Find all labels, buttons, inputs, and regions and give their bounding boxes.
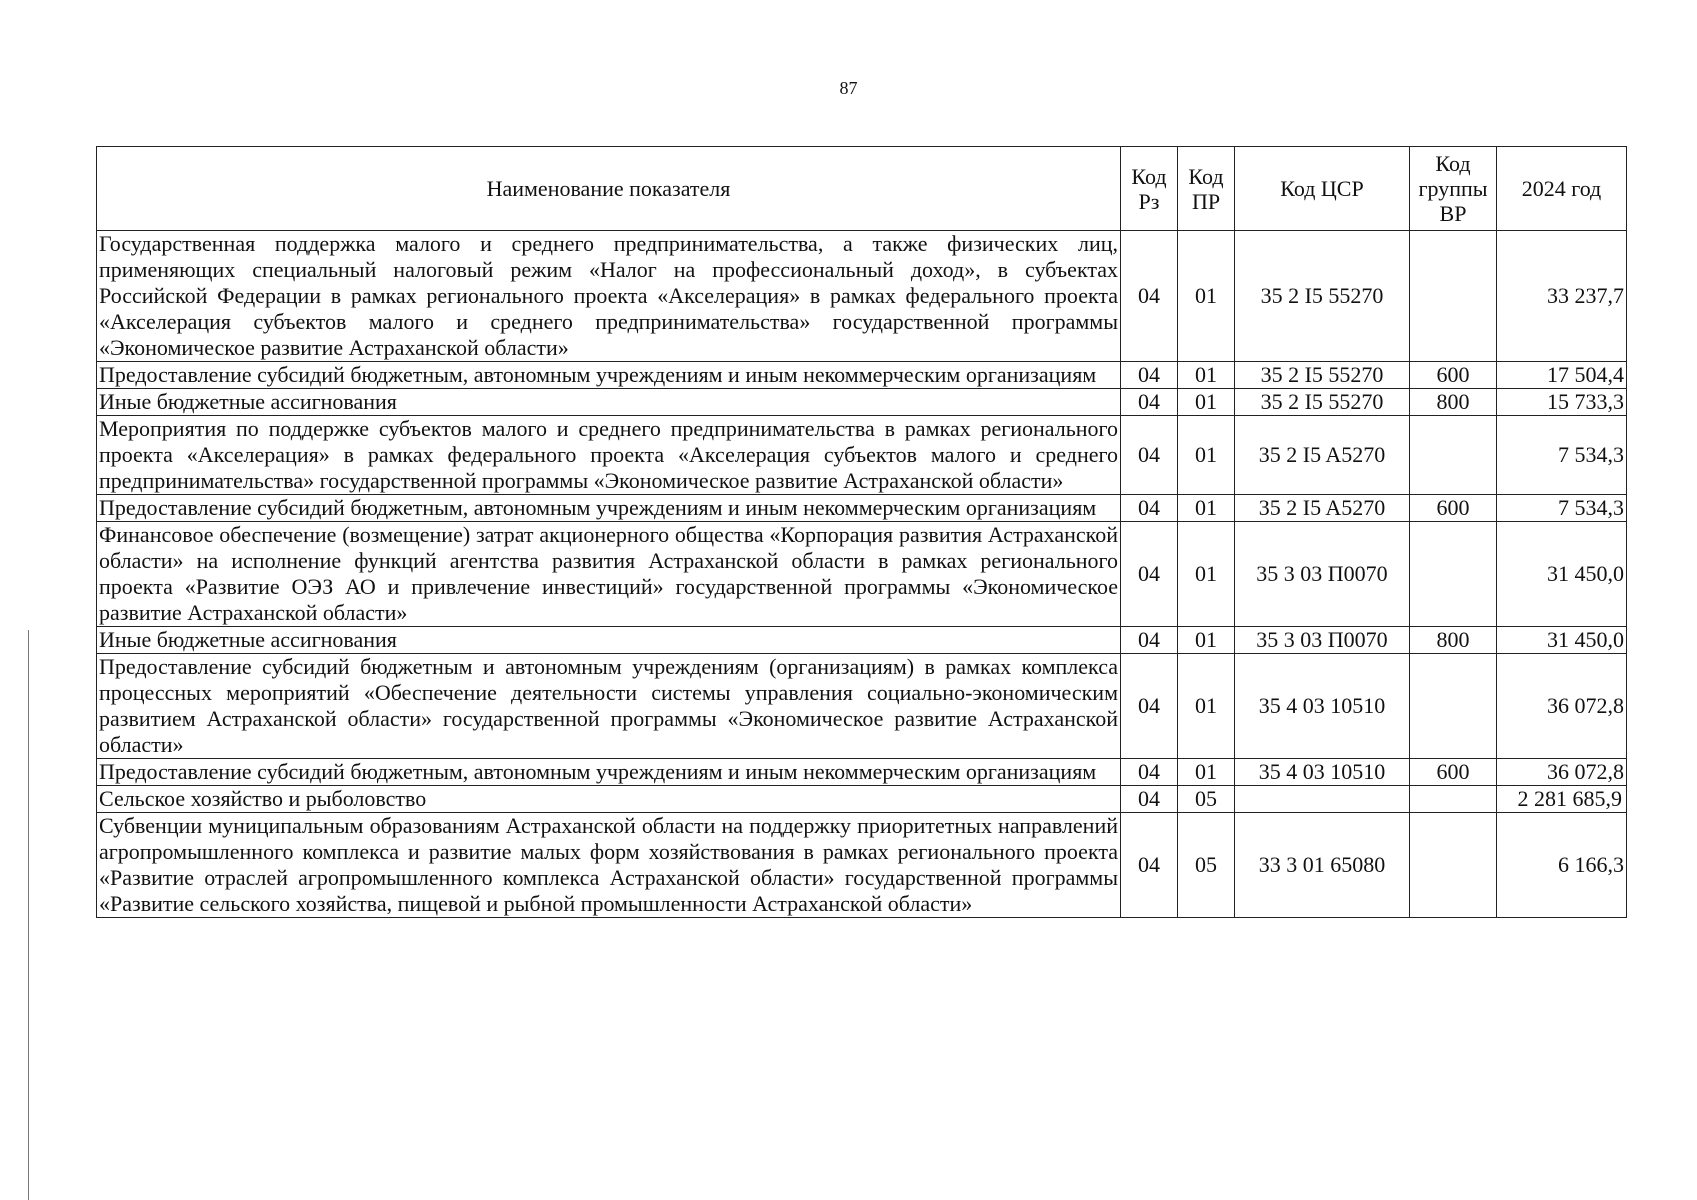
- row-amount: 31 450,0: [1497, 522, 1627, 627]
- table-row: [97, 627, 1627, 654]
- row-pr: 01: [1178, 495, 1235, 522]
- row-vr: 600: [1410, 495, 1497, 522]
- page-margin-line: [28, 630, 29, 1200]
- row-amount: 7 534,3: [1497, 416, 1627, 495]
- row-pr: 01: [1178, 654, 1235, 759]
- row-amount: 33 237,7: [1497, 231, 1627, 362]
- row-amount: 36 072,8: [1497, 654, 1627, 759]
- row-pr: 01: [1178, 389, 1235, 416]
- row-rz: 04: [1121, 654, 1178, 759]
- header-vr: Код группы ВР: [1410, 147, 1497, 231]
- row-rz: 04: [1121, 362, 1178, 389]
- row-csr: [1235, 786, 1410, 813]
- row-pr: 01: [1178, 759, 1235, 786]
- row-vr: [1410, 813, 1497, 918]
- row-vr: 800: [1410, 389, 1497, 416]
- table-row: [97, 522, 1627, 627]
- header-rz: Код Рз: [1121, 147, 1178, 231]
- row-rz: 04: [1121, 389, 1178, 416]
- row-rz: 04: [1121, 786, 1178, 813]
- header-year: 2024 год: [1497, 147, 1627, 231]
- row-name: Субвенции муниципальным образованиям Астраханской области на поддержку приоритетных направлений агропромышленного комплекса и развитие малых форм хозяйствования в рамках регионального проекта «Развитие отраслей агропромышленного комплекса Астраханской области» государственной программы «Развитие сельского хозяйства, пищевой и рыбной промышленности Астраханской области»: [97, 813, 1121, 918]
- row-pr: 05: [1178, 813, 1235, 918]
- row-rz: 04: [1121, 416, 1178, 495]
- row-vr: 800: [1410, 627, 1497, 654]
- row-amount: 36 072,8: [1497, 759, 1627, 786]
- table-row: [97, 495, 1627, 522]
- header-pr: Код ПР: [1178, 147, 1235, 231]
- row-vr: [1410, 522, 1497, 627]
- row-rz: 04: [1121, 627, 1178, 654]
- row-csr: 35 3 03 П0070: [1235, 522, 1410, 627]
- row-amount: 15 733,3: [1497, 389, 1627, 416]
- row-rz: 04: [1121, 813, 1178, 918]
- row-rz: 04: [1121, 759, 1178, 786]
- row-csr: 35 2 I5 55270: [1235, 389, 1410, 416]
- row-name: Государственная поддержка малого и среднего предпринимательства, а также физических лиц, применяющих специальный налоговый режим «Налог на профессиональный доход», в субъектах Российской Федерации в рамках регионального проекта «Акселерация» в рамках федерального проекта «Акселерация субъектов малого и среднего предпринимательства» государственной программы «Экономическое развитие Астраханской области»: [97, 231, 1121, 362]
- row-vr: [1410, 231, 1497, 362]
- row-csr: 35 4 03 10510: [1235, 759, 1410, 786]
- row-csr: 35 2 I5 55270: [1235, 231, 1410, 362]
- row-name: Иные бюджетные ассигнования: [97, 627, 1121, 654]
- row-name: Предоставление субсидий бюджетным, автономным учреждениям и иным некоммерческим организациям: [97, 759, 1121, 786]
- row-csr: 35 3 03 П0070: [1235, 627, 1410, 654]
- row-pr: 01: [1178, 627, 1235, 654]
- row-vr: 600: [1410, 759, 1497, 786]
- table-row: [97, 416, 1627, 495]
- row-csr: 35 2 I5 55270: [1235, 362, 1410, 389]
- row-amount: 6 166,3: [1497, 813, 1627, 918]
- row-pr: 01: [1178, 522, 1235, 627]
- page-number: 87: [839, 78, 858, 98]
- table-row: [97, 362, 1627, 389]
- row-amount: 17 504,4: [1497, 362, 1627, 389]
- row-pr: 05: [1178, 786, 1235, 813]
- header-name: Наименование показателя: [97, 147, 1121, 231]
- row-name: Финансовое обеспечение (возмещение) затрат акционерного общества «Корпорация развития Астраханской области» на исполнение функций агентства развития Астраханской области в рамках регионального проекта «Развитие ОЭЗ АО и привлечение инвестиций» государственной программы «Экономическое развитие Астраханской области»: [97, 522, 1121, 627]
- row-rz: 04: [1121, 522, 1178, 627]
- row-vr: [1410, 654, 1497, 759]
- row-csr: 35 2 I5 A5270: [1235, 416, 1410, 495]
- row-rz: 04: [1121, 495, 1178, 522]
- row-name: Мероприятия по поддержке субъектов малого и среднего предпринимательства в рамках регионального проекта «Акселерация» в рамках федерального проекта «Акселерация субъектов малого и среднего предпринимательства» государственной программы «Экономическое развитие Астраханской области»: [97, 416, 1121, 495]
- row-csr: 35 2 I5 A5270: [1235, 495, 1410, 522]
- row-name: Предоставление субсидий бюджетным и автономным учреждениям (организациям) в рамках комплекса процессных мероприятий «Обеспечение деятельности системы управления социально-экономическим развитием Астраханской области» государственной программы «Экономическое развитие Астраханской области»: [97, 654, 1121, 759]
- row-name: Сельское хозяйство и рыболовство: [97, 786, 1121, 813]
- row-amount: 7 534,3: [1497, 495, 1627, 522]
- row-amount: 2 281 685,9: [1497, 786, 1627, 813]
- table-row: [97, 813, 1627, 918]
- table-row: [97, 389, 1627, 416]
- row-name: Предоставление субсидий бюджетным, автономным учреждениям и иным некоммерческим организациям: [97, 362, 1121, 389]
- row-pr: 01: [1178, 362, 1235, 389]
- row-vr: [1410, 786, 1497, 813]
- row-csr: 33 3 01 65080: [1235, 813, 1410, 918]
- row-vr: [1410, 416, 1497, 495]
- table-row: [97, 759, 1627, 786]
- row-pr: 01: [1178, 231, 1235, 362]
- row-pr: 01: [1178, 416, 1235, 495]
- header-csr: Код ЦСР: [1235, 147, 1410, 231]
- budget-table: [96, 146, 1627, 918]
- table-row: [97, 654, 1627, 759]
- row-vr: 600: [1410, 362, 1497, 389]
- row-rz: 04: [1121, 231, 1178, 362]
- table-row: [97, 786, 1627, 813]
- table-header-row: [97, 147, 1627, 231]
- row-amount: 31 450,0: [1497, 627, 1627, 654]
- row-name: Предоставление субсидий бюджетным, автономным учреждениям и иным некоммерческим организациям: [97, 495, 1121, 522]
- table-row: [97, 231, 1627, 362]
- row-name: Иные бюджетные ассигнования: [97, 389, 1121, 416]
- row-csr: 35 4 03 10510: [1235, 654, 1410, 759]
